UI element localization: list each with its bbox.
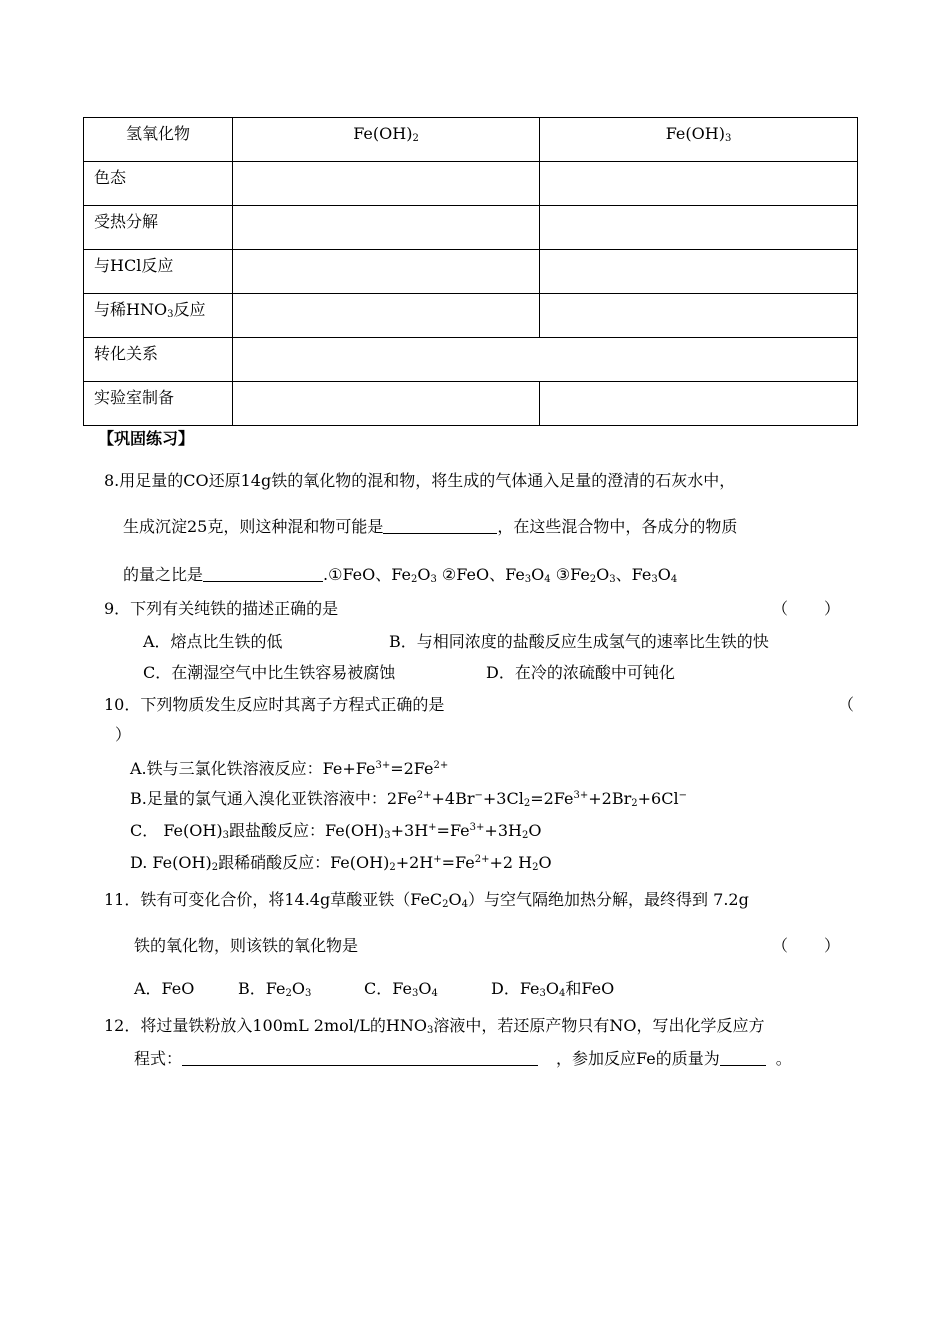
table-row: [84, 250, 858, 294]
q12-line1: 12．将过量铁粉放入100mL 2mol/L的$HNO_3$溶液中，若还原产物只有NO，写出化学反应方: [104, 1016, 765, 1036]
q9-option-b[interactable]: B．与相同浓度的盐酸反应生成氢气的速率比生铁的快: [389, 632, 769, 651]
q10-option-c[interactable]: C． $Fe(OH)_3$跟盐酸反应：$Fe(OH)_3+3H^+=Fe^{3+}+3H_2O$: [130, 821, 542, 841]
table-cell[interactable]: [540, 250, 858, 294]
q10-paren-right[interactable]: ）: [115, 725, 132, 744]
table-cell[interactable]: [233, 294, 540, 338]
table-cell[interactable]: [233, 162, 540, 206]
q11-line2: 铁的氧化物，则该铁的氧化物是: [134, 936, 359, 955]
q8-line1: 8.用足量的CO还原14g铁的氧化物的混和物，将生成的气体通入足量的澄清的石灰水中，: [104, 471, 736, 490]
table-cell[interactable]: [540, 206, 858, 250]
q11-answer-paren[interactable]: （ ）: [772, 936, 841, 955]
q10-option-d[interactable]: D. $Fe(OH)_2$跟稀硝酸反应：$Fe(OH)_2+2H^+=Fe^{2+}+2$ $H_2O$: [130, 853, 552, 873]
q11-option-b[interactable]: B．$Fe_2O_3$: [238, 979, 312, 999]
row-label-hcl: 与HCl反应: [84, 250, 233, 294]
q10-stem: 10．下列物质发生反应时其离子方程式正确的是: [104, 695, 445, 714]
table-cell[interactable]: [540, 382, 858, 426]
table-row: [84, 162, 858, 206]
table-header-row: [84, 118, 858, 162]
q11-option-c[interactable]: C．$Fe_3O_4$: [364, 979, 438, 999]
table-cell[interactable]: [233, 382, 540, 426]
row-label-color: 色态: [84, 162, 233, 206]
q10-option-b[interactable]: B.足量的氯气通入溴化亚铁溶液中：$2Fe^{2+}+4Br^-+3Cl_2=2Fe^{3+}+2Br_2+6Cl^-$: [130, 789, 687, 809]
row-label-conversion: 转化关系: [84, 338, 233, 382]
table-row: [84, 206, 858, 250]
q11-option-a[interactable]: A．FeO: [134, 979, 195, 998]
q11-option-d[interactable]: D．$Fe_3O_4$和FeO: [491, 979, 615, 999]
q8-line3: 的量之比是 .①FeO、$Fe_2O_3$ ②FeO、$Fe_3O_4$ $③Fe_2O_3$、$Fe_3O_4$: [123, 565, 678, 585]
q12-blank-equation[interactable]: [182, 1049, 538, 1066]
section-title: 【巩固练习】: [98, 429, 195, 448]
q10-paren-left[interactable]: （: [838, 695, 855, 714]
hydroxide-table: [83, 117, 858, 426]
q8-line2: 生成沉淀25克，则这种混和物可能是 ，在这些混合物中，各成分的物质: [123, 517, 738, 536]
q11-line1: 11．铁有可变化合价，将14.4g草酸亚铁$(FeC_2O_4)$与空气隔绝加热分解，最终得到 7.2g: [104, 890, 749, 910]
table-cell[interactable]: [540, 294, 858, 338]
q8-blank-ratio[interactable]: [203, 565, 323, 582]
header-hydroxide: 氢氧化物: [84, 118, 233, 162]
table-row: [84, 294, 858, 338]
table-row: [84, 382, 858, 426]
row-label-lab-prep: 实验室制备: [84, 382, 233, 426]
q10-option-a[interactable]: A.铁与三氯化铁溶液反应：$Fe+Fe^{3+}=2Fe^{2+}$: [130, 759, 449, 778]
row-label-hno3: 与稀$HNO_3$反应: [84, 294, 233, 338]
q9-answer-paren[interactable]: （ ）: [772, 599, 841, 618]
table-cell[interactable]: [540, 162, 858, 206]
q9-option-a[interactable]: A．熔点比生铁的低: [143, 632, 283, 651]
table-cell[interactable]: [233, 206, 540, 250]
row-label-heat: 受热分解: [84, 206, 233, 250]
q9-option-d[interactable]: D．在冷的浓硫酸中可钝化: [486, 663, 675, 682]
q9-option-c[interactable]: C．在潮湿空气中比生铁容易被腐蚀: [143, 663, 396, 682]
header-fe-oh-3: $Fe(OH)_3$: [540, 118, 858, 162]
q12-blank-mass[interactable]: [720, 1049, 766, 1066]
q8-blank-mixture[interactable]: [383, 517, 497, 534]
table-cell[interactable]: [233, 250, 540, 294]
table-cell[interactable]: [233, 338, 858, 382]
header-fe-oh-2: $Fe(OH)_2$: [233, 118, 540, 162]
q12-line2: 程式： ，参加反应Fe的质量为 。: [134, 1049, 792, 1068]
q9-stem: 9．下列有关纯铁的描述正确的是: [104, 599, 339, 618]
table-row: [84, 338, 858, 382]
